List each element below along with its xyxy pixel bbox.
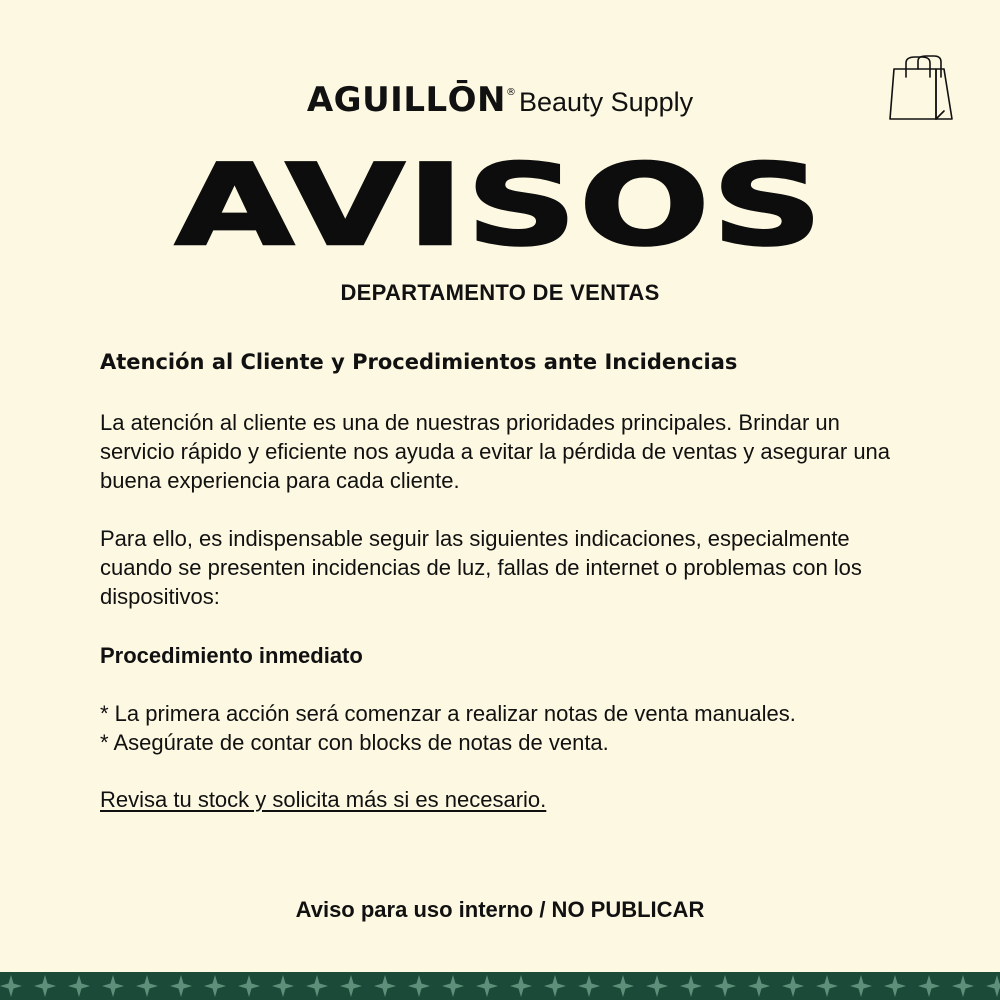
- stock-link[interactable]: Revisa tu stock y solicita más si es necesario.: [100, 787, 547, 812]
- instructions-paragraph: Para ello, es indispensable seguir las siguientes indicaciones, especialmente cuando se presenten incidencias de luz, fallas de internet o problemas con los dispositivos:: [100, 526, 862, 609]
- brand-name: AGUILLŌN: [306, 80, 507, 120]
- star-icon: [0, 972, 1000, 1000]
- registered-mark: ®: [506, 87, 517, 98]
- brand-logo: [0, 80, 1000, 120]
- page-title: AVISOS: [175, 139, 825, 271]
- page-subtitle: DEPARTAMENTO DE VENTAS: [340, 280, 660, 305]
- brand-tagline: Beauty Supply: [519, 87, 694, 117]
- intro-paragraph: La atención al cliente es una de nuestras prioridades principales. Brindar un servicio rápido y eficiente nos ayuda a evitar la pérdida de ventas y asegurar una buena experiencia para cada cliente.: [100, 410, 891, 493]
- procedure-heading: Procedimiento inmediato: [100, 643, 363, 668]
- list-item: * Asegúrate de contar con blocks de notas de venta.: [100, 730, 609, 755]
- shopping-bag-icon: [886, 55, 956, 125]
- notice-body: [100, 346, 920, 815]
- procedure-list: [100, 699, 920, 757]
- list-item: * La primera acción será comenzar a realizar notas de venta manuales.: [100, 701, 796, 726]
- footer-note: Aviso para uso interno / NO PUBLICAR: [295, 897, 705, 922]
- star-pattern: [0, 972, 1000, 1000]
- decorative-band: [0, 972, 1000, 1000]
- section-heading: Atención al Cliente y Procedimientos ante Incidencias: [100, 350, 738, 374]
